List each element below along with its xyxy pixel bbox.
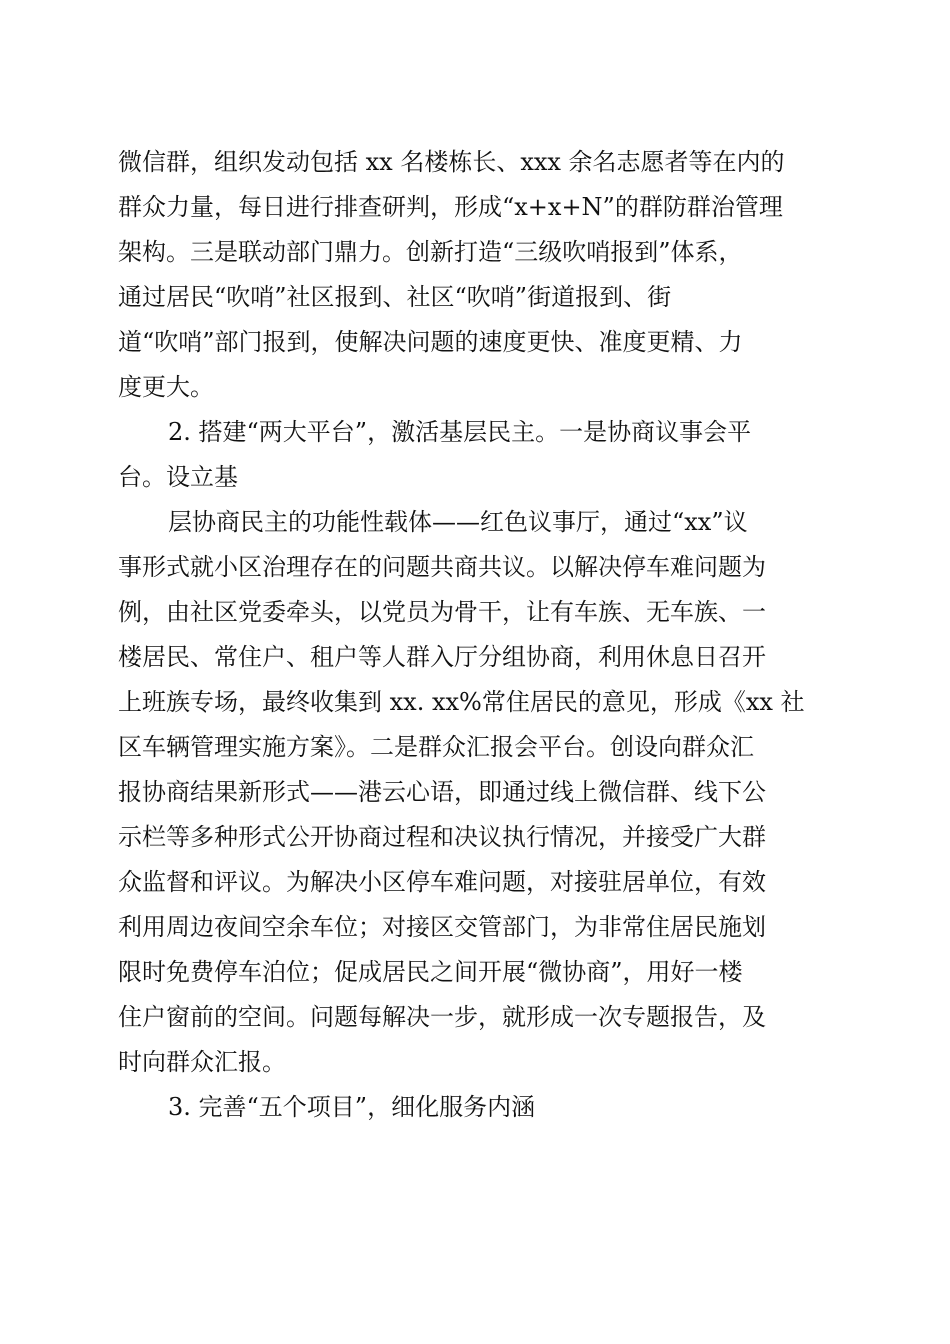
paragraph-start: 层协商民主的功能性载体——红色议事厅，通过“xx”议: [168, 508, 748, 536]
text-line: 例，由社区党委牵头，以党员为骨干，让有车族、无车族、一: [118, 598, 766, 626]
text-line: 上班族专场，最终收集到 xx. xx%常住居民的意见，形成《xx 社: [118, 688, 805, 716]
text-line: 度更大。: [118, 373, 214, 401]
text-line: 楼居民、常住户、租户等人群入厅分组协商，利用休息日召开: [118, 643, 766, 671]
text-line: 住户窗前的空间。问题每解决一步，就形成一次专题报告，及: [118, 1003, 766, 1031]
text-line: 微信群，组织发动包括 xx 名楼栋长、xxx 余名志愿者等在内的: [118, 148, 785, 176]
section-heading-2: 2. 搭建“两大平台”，激活基层民主。一是协商议事会平: [168, 418, 752, 446]
section-heading-3: 3. 完善“五个项目”，细化服务内涵: [168, 1093, 536, 1121]
text-line: 限时免费停车泊位；促成居民之间开展“微协商”，用好一楼: [118, 958, 743, 986]
text-line: 众监督和评议。为解决小区停车难问题，对接驻居单位，有效: [118, 868, 766, 896]
text-line: 通过居民“吹哨”社区报到、社区“吹哨”街道报到、街: [118, 283, 672, 311]
text-line: 区车辆管理实施方案》。二是群众汇报会平台。创设向群众汇: [118, 733, 754, 761]
text-line: 架构。三是联动部门鼎力。创新打造“三级吹哨报到”体系，: [118, 238, 743, 266]
text-line: 事形式就小区治理存在的问题共商共议。以解决停车难问题为: [118, 553, 766, 581]
text-line: 台。设立基: [118, 463, 238, 491]
text-line: 利用周边夜间空余车位；对接区交管部门，为非常住居民施划: [118, 913, 766, 941]
text-line: 报协商结果新形式——港云心语，即通过线上微信群、线下公: [118, 778, 766, 806]
text-line: 群众力量，每日进行排查研判，形成“x+x+N”的群防群治管理: [118, 193, 783, 221]
text-line: 示栏等多种形式公开协商过程和决议执行情况，并接受广大群: [118, 823, 766, 851]
text-line: 道“吹哨”部门报到，使解决问题的速度更快、准度更精、力: [118, 328, 743, 356]
text-line: 时向群众汇报。: [118, 1048, 286, 1076]
